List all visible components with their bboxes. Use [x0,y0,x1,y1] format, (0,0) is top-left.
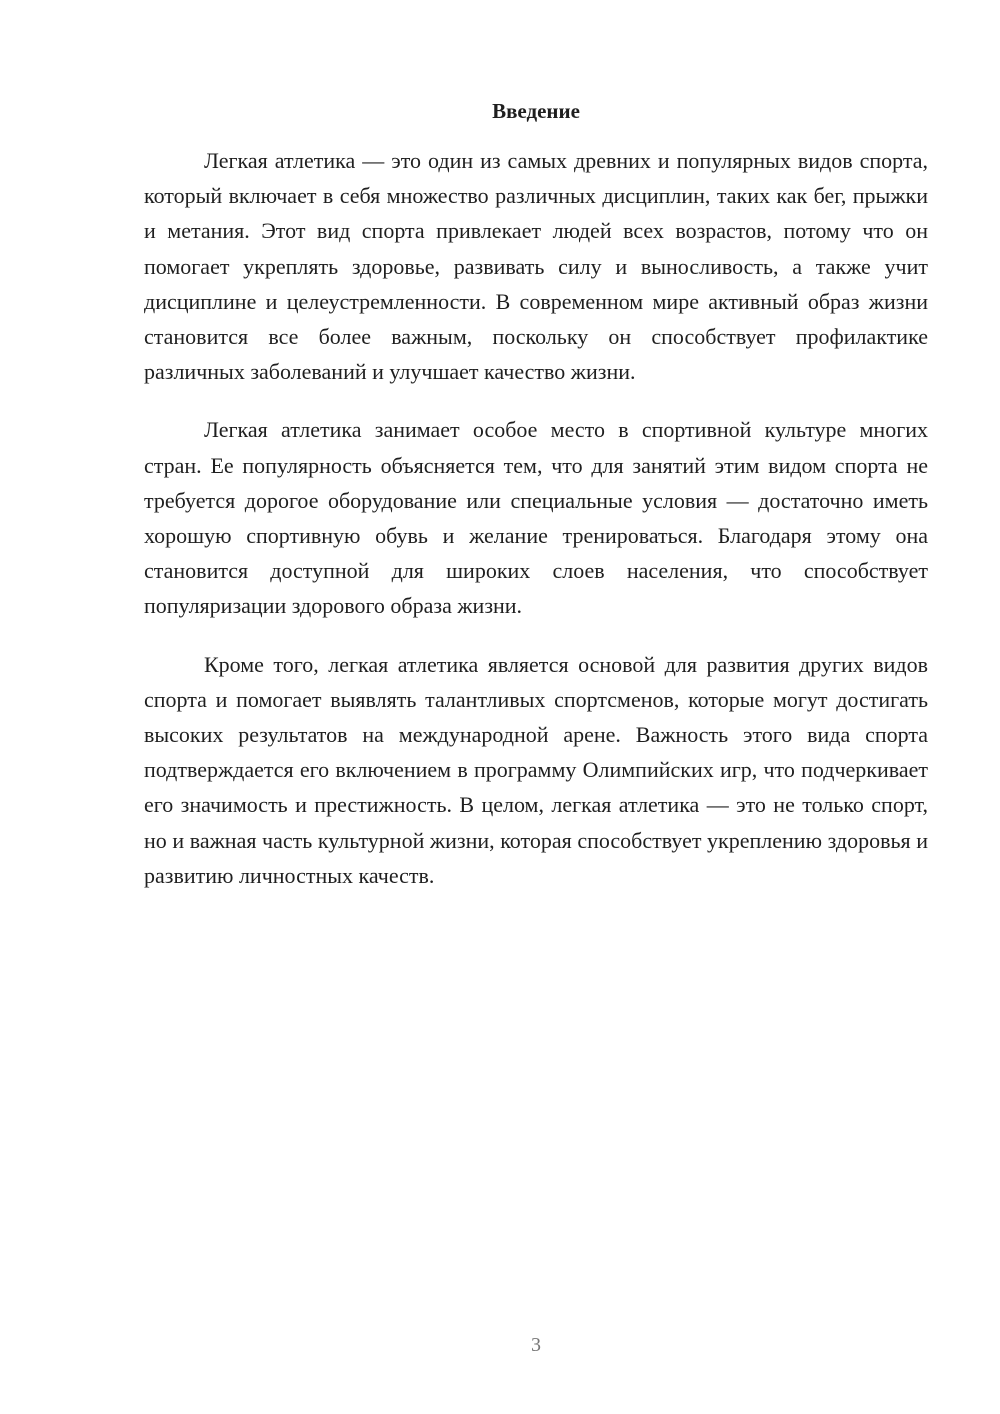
paragraph-1: Легкая атлетика — это один из самых древних и популярных видов спорта, который включает в себя множество различных дисциплин, таких как бег, прыжки и метания. Этот вид спорта привлекает людей всех возрастов, потому что он помогает укреплять здоровье, развивать силу и выносливость, а также учит дисциплине и целеустремленности. В современном мире активный образ жизни становится все более важным, поскольку он способствует профилактике различных заболеваний и улучшает качество жизни. [144,148,928,385]
body-text [144,143,928,893]
section-heading: Введение [492,99,580,123]
paragraph-2: Легкая атлетика занимает особое место в спортивной культуре многих стран. Ее популярность объясняется тем, что для занятий этим видом спорта не требуется дорогое оборудование или специальные условия — достаточно иметь хорошую спортивную обувь и желание тренироваться. Благодаря этому она становится доступной для широких слоев населения, что способствует популяризации здорового образа жизни. [144,417,928,619]
page-number: 3 [531,1334,541,1356]
paragraph-3: Кроме того, легкая атлетика является основой для развития других видов спорта и помогает выявлять талантливых спортсменов, которые могут достигать высоких результатов на международной арене. Важность этого вида спорта подтверждается его включением в программу Олимпийских игр, что подчеркивает его значимость и престижность. В целом, легкая атлетика — это не только спорт, но и важная часть культурной жизни, которая способствует укреплению здоровья и развитию личностных качеств. [144,651,928,888]
